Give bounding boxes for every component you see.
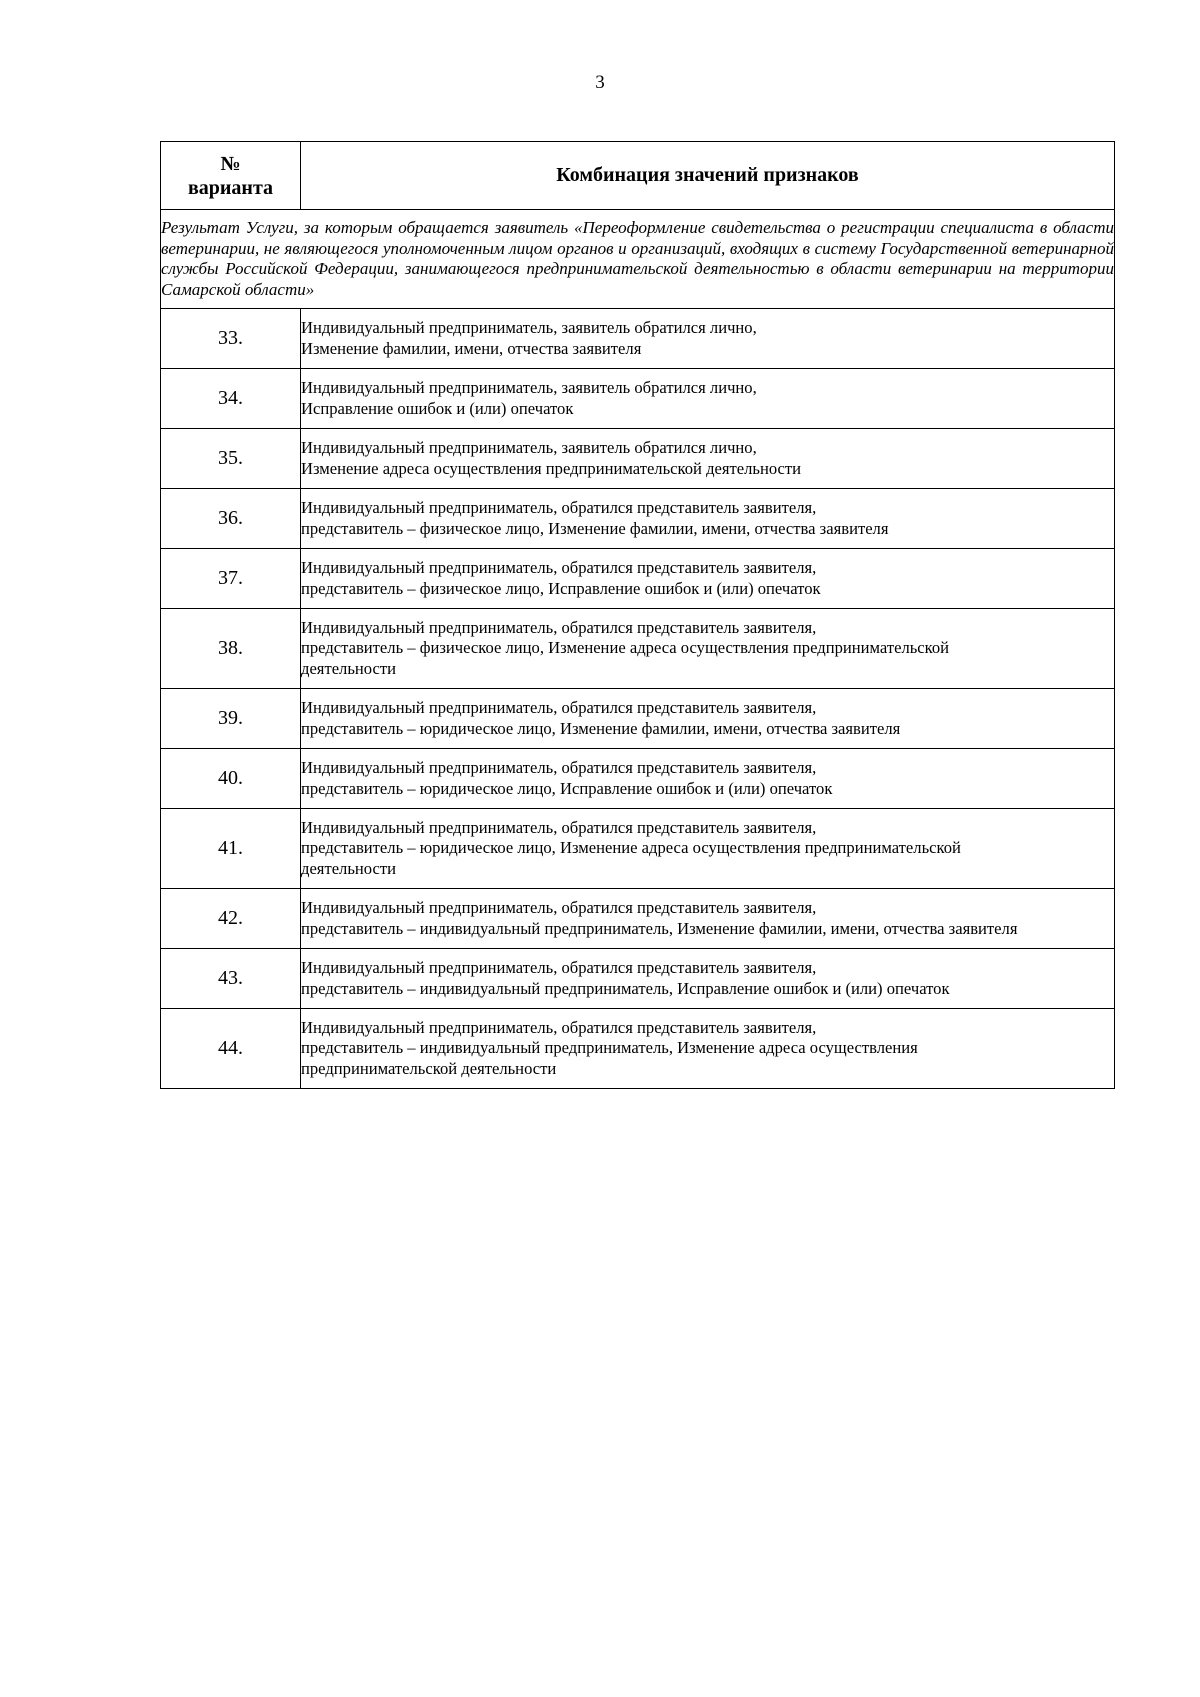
description-line: представитель – физическое лицо, Исправление ошибок и (или) опечаток — [301, 578, 821, 598]
variant-description — [301, 889, 1115, 949]
variant-description — [301, 809, 1115, 889]
description-line: представитель – физическое лицо, Изменение адреса осуществления предпринимательской — [301, 638, 950, 658]
variant-number: 40. — [161, 749, 301, 809]
variant-description — [301, 609, 1115, 689]
description-line: представитель – юридическое лицо, Изменение адреса осуществления предпринимательской — [301, 838, 961, 858]
header-variant-number — [161, 142, 301, 210]
description-line: предпринимательской деятельности — [301, 1058, 557, 1078]
table-header-row — [161, 142, 1115, 210]
table-row — [161, 949, 1115, 1009]
table-row — [161, 749, 1115, 809]
description-line: Индивидуальный предприниматель, заявитель обратился лично, — [301, 438, 757, 457]
table-row — [161, 809, 1115, 889]
table-row — [161, 689, 1115, 749]
variant-description — [301, 689, 1115, 749]
description-line: представитель – индивидуальный предприниматель, Изменение адреса осуществления — [301, 1038, 918, 1058]
description-line: представитель – индивидуальный предприниматель, Изменение фамилии, имени, отчества заявителя — [301, 918, 1018, 938]
table-row — [161, 429, 1115, 489]
description-line: Индивидуальный предприниматель, обратился представитель заявителя, — [301, 498, 817, 517]
variant-description — [301, 749, 1115, 809]
description-line: представитель – физическое лицо, Изменение фамилии, имени, отчества заявителя — [301, 518, 889, 538]
page-number: 3 — [595, 72, 605, 93]
variants-table — [160, 141, 1115, 1089]
description-line: представитель – юридическое лицо, Изменение фамилии, имени, отчества заявителя — [301, 718, 901, 738]
variant-number: 36. — [161, 489, 301, 549]
header-variant-number-line: варианта — [187, 176, 274, 199]
description-line: представитель – индивидуальный предприниматель, Исправление ошибок и (или) опечаток — [301, 978, 950, 998]
description-line: Индивидуальный предприниматель, обратился представитель заявителя, — [301, 1017, 817, 1037]
variant-description — [301, 429, 1115, 489]
description-line: Индивидуальный предприниматель, обратился представитель заявителя, — [301, 898, 817, 917]
table-row — [161, 889, 1115, 949]
table-row — [161, 609, 1115, 689]
description-line: Индивидуальный предприниматель, обратился представитель заявителя, — [301, 958, 817, 977]
table-row — [161, 489, 1115, 549]
header-combination: Комбинация значений признаков — [301, 142, 1115, 210]
variant-number: 38. — [161, 609, 301, 689]
description-line: Индивидуальный предприниматель, обратился представитель заявителя, — [301, 817, 817, 837]
variant-description — [301, 1009, 1115, 1089]
section-row — [161, 210, 1115, 309]
description-line: Изменение адреса осуществления предпринимательской деятельности — [301, 458, 802, 478]
variant-number: 42. — [161, 889, 301, 949]
description-line: деятельности — [301, 858, 396, 878]
variant-number: 35. — [161, 429, 301, 489]
description-line: деятельности — [301, 658, 396, 678]
description-line: представитель – юридическое лицо, Исправление ошибок и (или) опечаток — [301, 778, 833, 798]
table-row — [161, 1009, 1115, 1089]
variant-number: 34. — [161, 369, 301, 429]
variant-number: 43. — [161, 949, 301, 1009]
header-variant-number-line: № — [220, 152, 241, 175]
description-line: Индивидуальный предприниматель, обратился представитель заявителя, — [301, 617, 817, 637]
variant-description — [301, 309, 1115, 369]
variant-description — [301, 369, 1115, 429]
description-line: Индивидуальный предприниматель, обратился представитель заявителя, — [301, 758, 817, 777]
description-line: Индивидуальный предприниматель, обратился представитель заявителя, — [301, 698, 817, 717]
variant-number: 37. — [161, 549, 301, 609]
variant-description — [301, 549, 1115, 609]
variant-number: 41. — [161, 809, 301, 889]
variant-number: 39. — [161, 689, 301, 749]
table-row — [161, 549, 1115, 609]
variant-number: 44. — [161, 1009, 301, 1089]
table-row — [161, 309, 1115, 369]
description-line: Индивидуальный предприниматель, заявитель обратился лично, — [301, 378, 757, 397]
variant-number: 33. — [161, 309, 301, 369]
description-line: Индивидуальный предприниматель, заявитель обратился лично, — [301, 318, 757, 337]
variant-description — [301, 489, 1115, 549]
table-row — [161, 369, 1115, 429]
variant-description — [301, 949, 1115, 1009]
section-title: Результат Услуги, за которым обращается заявитель «Переоформление свидетельства о регистрации специалиста в области ветеринарии, не являющегося уполномоченным лицом органов и организаций, входящих в систему Государственной ветеринарной службы Российской Федерации, занимающегося предпринимательской деятельностью в области ветеринарии на территории Самарской области» — [161, 210, 1115, 309]
description-line: Изменение фамилии, имени, отчества заявителя — [301, 338, 642, 358]
description-line: Индивидуальный предприниматель, обратился представитель заявителя, — [301, 558, 817, 577]
description-line: Исправление ошибок и (или) опечаток — [301, 398, 574, 418]
